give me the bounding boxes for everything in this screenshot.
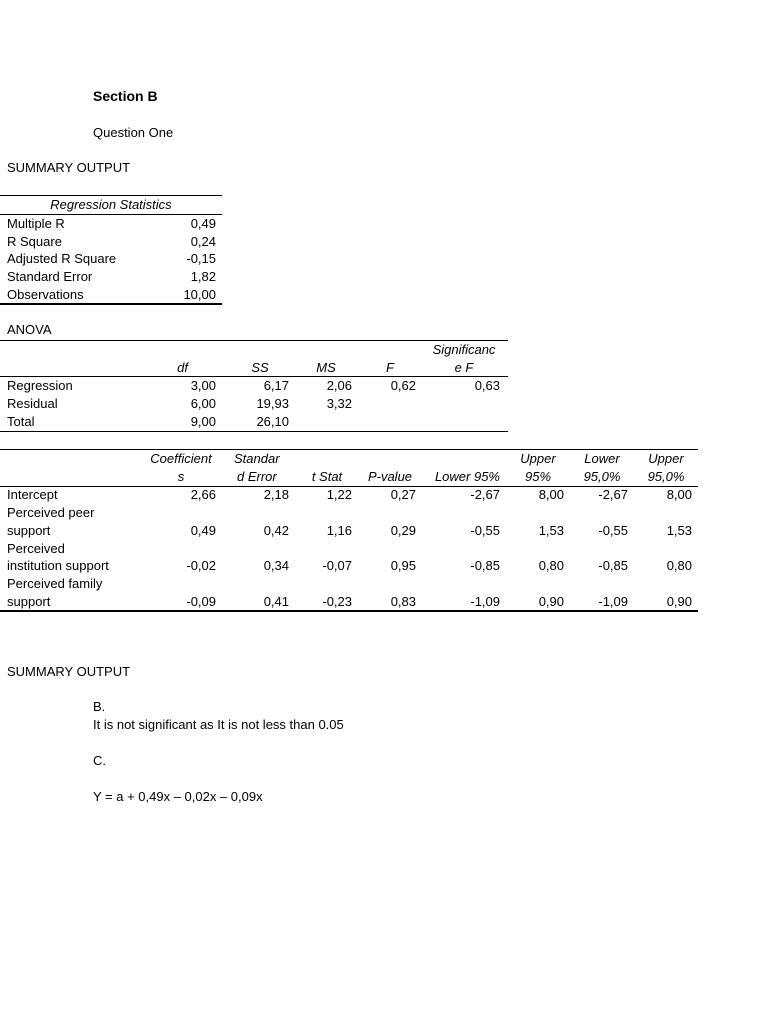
coef-row-label: Perceived peer — [7, 505, 95, 520]
lower95-value: -0,55 — [470, 523, 500, 538]
stat-value: -0,15 — [186, 251, 216, 266]
coef-value: -0,02 — [186, 558, 216, 573]
anova-ss: 26,10 — [256, 414, 289, 429]
coef-header-2: s — [177, 469, 185, 484]
stat-label: Observations — [7, 287, 84, 302]
lower950-value: -0,85 — [598, 558, 628, 573]
coef-row-label-2: support — [7, 594, 51, 609]
section-title: Section B — [93, 88, 158, 104]
coef-value: 0,49 — [190, 523, 216, 538]
se-value: 0,41 — [263, 594, 289, 609]
stat-value: 1,82 — [190, 269, 216, 284]
anova-ms: 3,32 — [326, 396, 352, 411]
tstat-value: -0,23 — [322, 594, 352, 609]
se-value: 0,34 — [263, 558, 289, 573]
lower95-header: Lower 95% — [434, 469, 500, 484]
se-header: Standar — [234, 451, 280, 466]
upper95-value: 0,90 — [538, 594, 564, 609]
stat-value: 10,00 — [183, 287, 216, 302]
lower950-header: Lower — [584, 451, 620, 466]
coef-row-label-2: support — [7, 523, 51, 538]
tstat-value: 1,16 — [326, 523, 352, 538]
upper95-header: Upper — [520, 451, 556, 466]
upper95-value: 8,00 — [538, 487, 564, 502]
upper95-header-2: 95% — [524, 469, 552, 484]
coef-header: Coefficient — [150, 451, 212, 466]
answer-c-label: C. — [93, 753, 106, 768]
pvalue-value: 0,29 — [390, 523, 416, 538]
lower95-value: -1,09 — [470, 594, 500, 609]
stat-label: Standard Error — [7, 269, 93, 284]
anova-header-sig-2: e F — [454, 360, 474, 375]
coef-row-label-2: institution support — [7, 558, 109, 573]
anova-header-df: df — [177, 360, 188, 375]
lower950-value: -1,09 — [598, 594, 628, 609]
regression-statistics-header: Regression Statistics — [50, 197, 172, 212]
coef-row-label: Perceived — [7, 541, 65, 556]
pvalue-value: 0,83 — [390, 594, 416, 609]
lower95-value: -0,85 — [470, 558, 500, 573]
anova-row-label: Regression — [7, 378, 73, 393]
question-title: Question One — [93, 125, 174, 140]
anova-ss: 19,93 — [256, 396, 289, 411]
lower950-value: -2,67 — [598, 487, 628, 502]
stat-label: Multiple R — [7, 216, 65, 231]
anova-header-f: F — [386, 360, 394, 375]
upper950-value: 0,90 — [666, 594, 692, 609]
tstat-value: -0,07 — [322, 558, 352, 573]
table-rule — [0, 610, 698, 612]
anova-df: 6,00 — [190, 396, 216, 411]
lower950-value: -0,55 — [598, 523, 628, 538]
anova-df: 9,00 — [190, 414, 216, 429]
anova-f: 0,62 — [390, 378, 416, 393]
lower950-header-2: 95,0% — [583, 469, 621, 484]
stat-label: R Square — [7, 234, 62, 249]
tstat-header: t Stat — [311, 469, 343, 484]
answer-c-equation: Y = a + 0,49x – 0,02x – 0,09x — [93, 789, 263, 804]
upper950-header-2: 95,0% — [647, 469, 685, 484]
anova-header-ss: SS — [251, 360, 269, 375]
stat-value: 0,24 — [190, 234, 216, 249]
answer-b-text: It is not significant as It is not less than 0.05 — [93, 717, 344, 732]
upper950-header: Upper — [648, 451, 684, 466]
upper95-value: 1,53 — [538, 523, 564, 538]
coef-row-label: Intercept — [7, 487, 58, 502]
anova-title: ANOVA — [7, 322, 52, 337]
upper950-value: 8,00 — [666, 487, 692, 502]
se-value: 2,18 — [263, 487, 289, 502]
anova-sig: 0,63 — [474, 378, 500, 393]
anova-ms: 2,06 — [326, 378, 352, 393]
table-rule — [0, 431, 508, 432]
lower95-value: -2,67 — [470, 487, 500, 502]
coef-row-label: Perceived family — [7, 576, 103, 591]
pvalue-value: 0,95 — [390, 558, 416, 573]
coef-value: 2,66 — [190, 487, 216, 502]
stat-value: 0,49 — [190, 216, 216, 231]
se-header-2: d Error — [237, 469, 277, 484]
pvalue-header: P-value — [367, 469, 413, 484]
anova-row-label: Total — [7, 414, 35, 429]
tstat-value: 1,22 — [326, 487, 352, 502]
pvalue-value: 0,27 — [390, 487, 416, 502]
upper950-value: 1,53 — [666, 523, 692, 538]
anova-header-sig: Significanc — [432, 342, 496, 357]
answer-b-label: B. — [93, 699, 106, 714]
upper950-value: 0,80 — [666, 558, 692, 573]
summary-output-heading: SUMMARY OUTPUT — [7, 160, 131, 175]
anova-df: 3,00 — [190, 378, 216, 393]
anova-row-label: Residual — [7, 396, 58, 411]
se-value: 0,42 — [263, 523, 289, 538]
table-rule — [0, 303, 222, 305]
upper95-value: 0,80 — [538, 558, 564, 573]
anova-ss: 6,17 — [263, 378, 289, 393]
coef-value: -0,09 — [186, 594, 216, 609]
stat-label: Adjusted R Square — [7, 251, 117, 266]
anova-header-ms: MS — [316, 360, 336, 375]
summary-output-heading-2: SUMMARY OUTPUT — [7, 664, 131, 679]
